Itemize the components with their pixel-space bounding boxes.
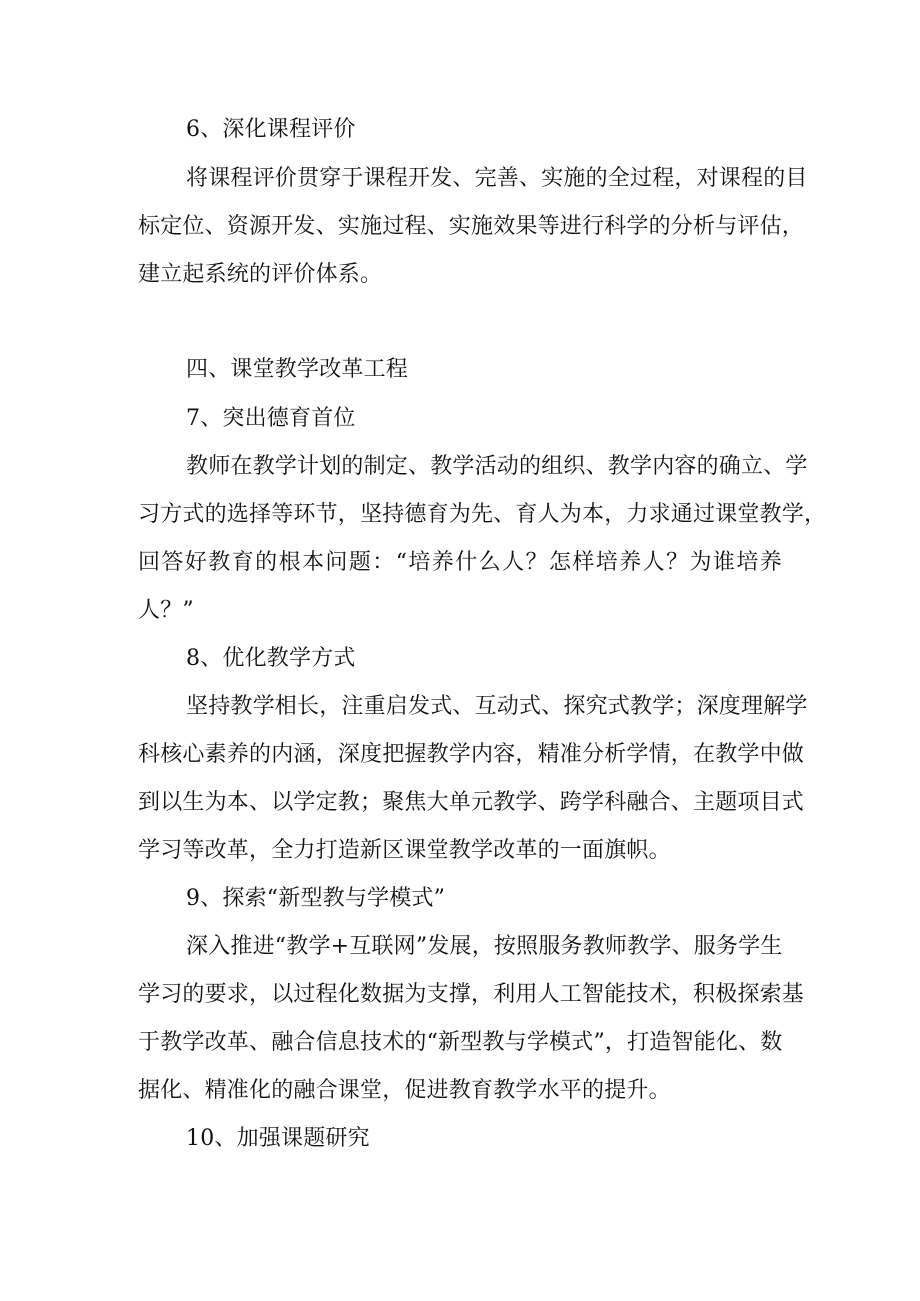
heading-8: 8、优化教学方式: [186, 646, 356, 671]
heading-6: 6、深化课程评价: [186, 117, 356, 142]
para-9-line-2: 学习的要求，以过程化数据为支撑，利用人工智能技术，积极探索基: [138, 982, 805, 1007]
heading-9: 9、探索“新型教与学模式”: [186, 886, 446, 911]
para-7-line-2: 习方式的选择等环节，坚持德育为先、育人为本，力求通过课堂教学，: [138, 502, 827, 527]
para-7-line-3: 回答好教育的根本问题：“培养什么人？怎样培养人？为谁培养: [138, 550, 782, 575]
para-6-line-2: 标定位、资源开发、实施过程、实施效果等进行科学的分析与评估，: [138, 214, 805, 239]
para-8-line-4: 学习等改革，全力打造新区课堂教学改革的一面旗帜。: [138, 838, 671, 863]
para-9-line-3: 于教学改革、融合信息技术的“新型教与学模式”，打造智能化、数: [138, 1030, 783, 1055]
para-7-line-4: 人？”: [138, 598, 194, 623]
para-8-line-1: 坚持教学相长，注重启发式、互动式、探究式教学；深度理解学: [186, 694, 808, 719]
para-9-line-1: 深入推进“教学+互联网”发展，按照服务教师教学、服务学生: [186, 934, 783, 959]
para-7-line-1: 教师在教学计划的制定、教学活动的组织、教学内容的确立、学: [186, 454, 808, 479]
para-6-line-1: 将课程评价贯穿于课程开发、完善、实施的全过程，对课程的目: [186, 166, 808, 191]
para-6-line-3: 建立起系统的评价体系。: [138, 262, 383, 287]
para-8-line-3: 到以生为本、以学定教；聚焦大单元教学、跨学科融合、主题项目式: [138, 790, 805, 815]
heading-10: 10、加强课题研究: [186, 1126, 370, 1151]
heading-7: 7、突出德育首位: [186, 406, 356, 431]
section-4-heading: 四、课堂教学改革工程: [186, 357, 409, 382]
para-8-line-2: 科核心素养的内涵，深度把握教学内容，精准分析学情，在教学中做: [138, 742, 805, 767]
para-9-line-4: 据化、精准化的融合课堂，促进教育教学水平的提升。: [138, 1078, 671, 1103]
